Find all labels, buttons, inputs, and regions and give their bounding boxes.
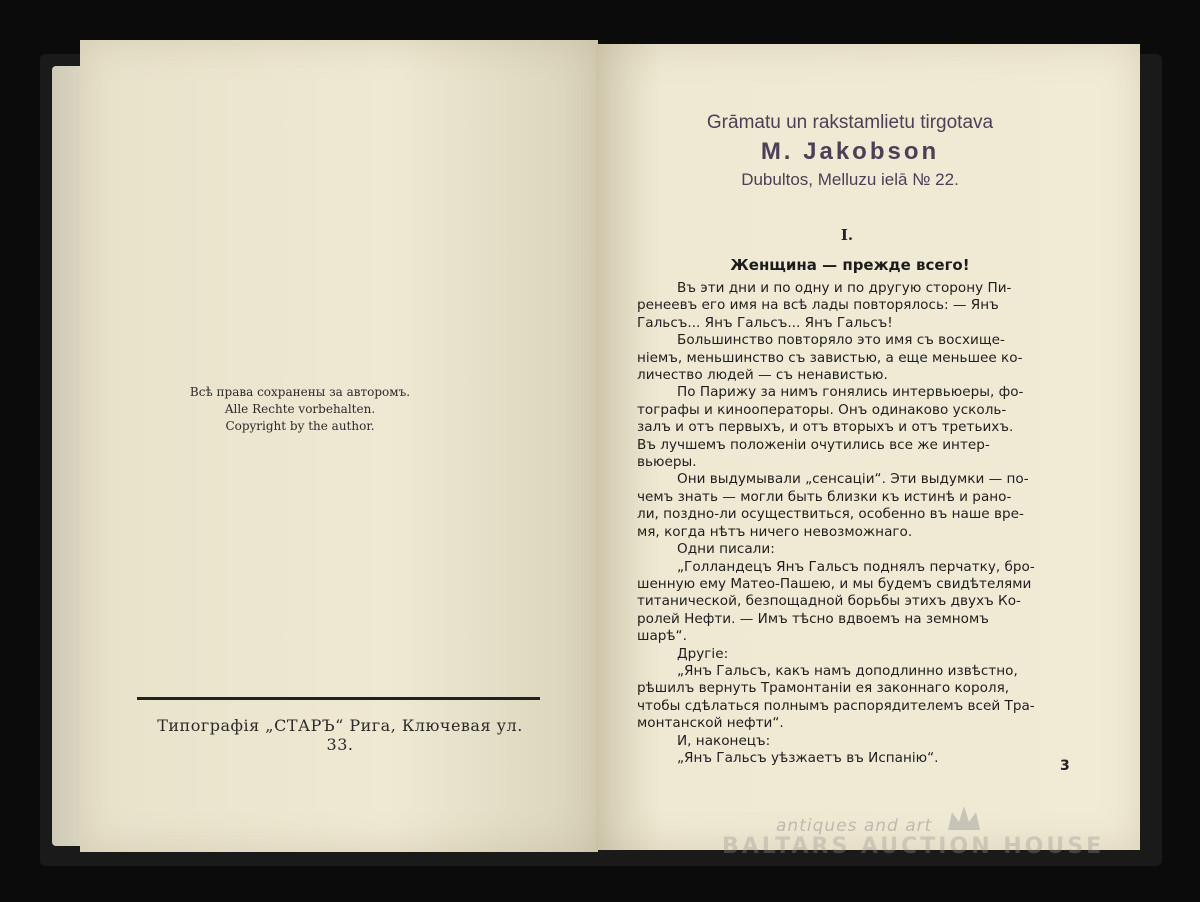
text-line: И, наконецъ: [677, 732, 771, 749]
text-line: Гальсъ... Янъ Гальсъ... Янъ Гальсъ! [637, 314, 893, 331]
watermark-tagline: antiques and art [776, 816, 933, 836]
text-line: Они выдумывали „сенсаціи“. Эти выдумки — по- [677, 471, 1029, 488]
bookseller-stamp [660, 112, 1040, 190]
page-number: 3 [1060, 758, 1070, 774]
watermark-brand: BALTARS AUCTION HOUSE [722, 834, 1105, 859]
text-line: шарѣ“. [637, 628, 687, 645]
text-line: ли, поздно-ли осуществиться, особенно въ наше вре- [637, 506, 1024, 523]
imprint-divider [137, 697, 540, 700]
text-line: Въ эти дни и по одну и по другую сторону Пи- [677, 280, 1012, 296]
chapter-body [637, 280, 1041, 767]
rights-line: Alle Rechte vorbehalten. [224, 402, 376, 416]
text-line: Одни писали: [677, 541, 775, 558]
text-line: чтобы сдѣлаться полнымъ распорядителемъ всей Тра- [637, 697, 1035, 714]
text-line: „Голландецъ Янъ Гальсъ поднялъ перчатку, бро- [677, 558, 1035, 575]
text-line: рѣшилъ вернуть Трамонтаніи ея законнаго короля, [637, 680, 1010, 697]
stamp-line: Grāmatu un rakstamlietu tirgotava [706, 112, 994, 133]
chapter-title: Женщина — прежде всего! [730, 256, 970, 274]
text-line: шенную ему Матео-Пашею, и мы будемъ свидѣтелями [637, 575, 1032, 592]
stamp-address: Dubultos, Melluzu ielā № 22. [741, 170, 959, 189]
text-line: Другіе: [677, 645, 729, 662]
text-line: тографы и кинооператоры. Онъ одинаково усколь- [637, 401, 1007, 418]
text-line: личество людей — съ ненавистью. [637, 367, 888, 384]
text-line: ніемъ, меньшинство съ завистью, а еще меньшее ко- [637, 349, 1023, 366]
chapter-number: I. [840, 226, 854, 244]
copyright-notice [150, 384, 450, 435]
text-line: „Янъ Гальсъ, какъ намъ доподлинно извѣстно, [677, 662, 1018, 679]
text-line: титанической, безпощадной борьбы этихъ двухъ Ко- [637, 593, 1021, 610]
text-line: По Парижу за нимъ гонялись интервьюеры, фо- [677, 384, 1024, 401]
rights-line: Всѣ права сохранены за авторомъ. [189, 385, 411, 399]
rights-line: Copyright by the author. [225, 419, 375, 433]
printer-imprint: Типографія „СТАРЪ“ Рига, Ключевая ул. 33. [157, 716, 523, 754]
text-line: ролей Нефти. — Имъ тѣсно вдвоемъ на земномъ [637, 610, 989, 627]
text-line: ренеевъ его имя на всѣ лады повторялось: — Янъ [637, 297, 999, 314]
text-line: мя, когда нѣтъ ничего невозможнаго. [637, 523, 913, 540]
text-line: Въ лучшемъ положеніи очутились все же интер- [637, 436, 990, 453]
stamp-name: M. Jakobson [760, 138, 940, 165]
text-line: залъ и отъ первыхъ, и отъ вторыхъ и отъ третьихъ. [637, 419, 1014, 436]
text-line: монтанской нефти“. [637, 715, 784, 732]
text-line: чемъ знать — могли быть близки къ истинѣ и рано- [637, 488, 1012, 505]
text-line: Большинство повторяло это имя съ восхище- [677, 332, 1005, 349]
text-line: вьюеры. [637, 454, 697, 471]
text-line: „Янъ Гальсъ уѣзжаетъ въ Испанію“. [677, 749, 939, 766]
